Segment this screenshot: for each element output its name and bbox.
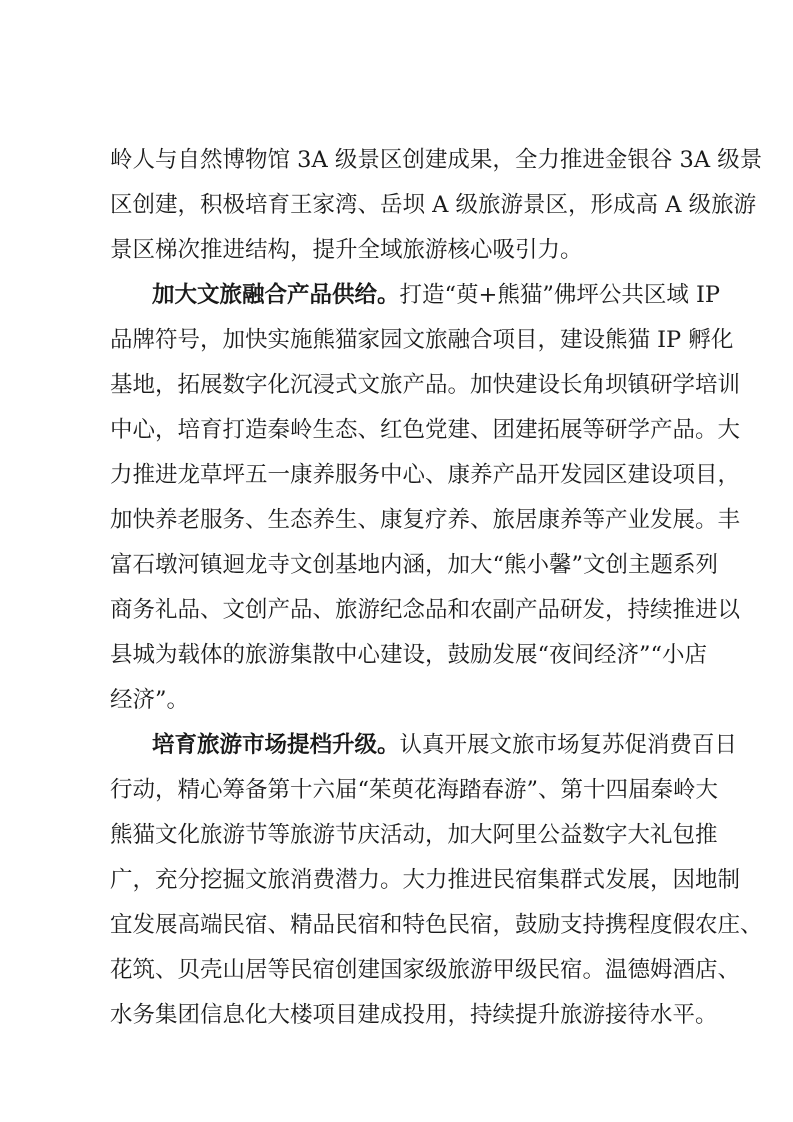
paragraph-line: 富石墩河镇迴龙寺文创基地内涵，加大“熊小馨”文创主题系列 bbox=[110, 552, 719, 578]
paragraph-line: 广，充分挖掘文旅消费潜力。大力推进民宿集群式发展，因地制 bbox=[110, 867, 741, 893]
paragraph-line: 景区梯次推进结构，提升全域旅游核心吸引力。 bbox=[110, 237, 583, 263]
paragraph-line: 行动，精心筹备第十六届“茱萸花海踏春游”、第十四届秦岭大 bbox=[110, 777, 719, 803]
paragraph-text: 认真开展文旅市场复苏促消费百日 bbox=[399, 732, 738, 758]
paragraph-text: 打造“萸+熊猫”佛坪公共区域 IP bbox=[399, 282, 721, 308]
paragraph-line: 中心，培育打造秦岭生态、红色党建、团建拓展等研学产品。大 bbox=[110, 417, 741, 443]
paragraph-line: 品牌符号，加快实施熊猫家园文旅融合项目，建设熊猫 IP 孵化 bbox=[110, 327, 734, 353]
paragraph-line: 基地，拓展数字化沉浸式文旅产品。加快建设长角坝镇研学培训 bbox=[110, 372, 741, 398]
paragraph-line: 区创建，积极培育王家湾、岳坝 A 级旅游景区，形成高 A 级旅游 bbox=[110, 192, 757, 218]
paragraph-line: 力推进龙草坪五一康养服务中心、康养产品开发园区建设项目， bbox=[110, 462, 741, 488]
paragraph-line: 水务集团信息化大楼项目建成投用，持续提升旅游接待水平。 bbox=[110, 1002, 718, 1028]
paragraph-line: 花筑、贝壳山居等民宿创建国家级旅游甲级民宿。温德姆酒店、 bbox=[110, 957, 741, 983]
paragraph-heading: 加大文旅融合产品供给。 bbox=[152, 282, 400, 308]
paragraph-line: 商务礼品、文创产品、旅游纪念品和农副产品研发，持续推进以 bbox=[110, 597, 741, 623]
paragraph-line: 宜发展高端民宿、精品民宿和特色民宿，鼓励支持携程度假农庄、 bbox=[110, 912, 763, 938]
paragraph-line: 县城为载体的旅游集散中心建设，鼓励发展“夜间经济”“小店 bbox=[110, 642, 708, 668]
paragraph-line: 加快养老服务、生态养生、康复疗养、旅居康养等产业发展。丰 bbox=[110, 507, 741, 533]
paragraph-first-line bbox=[152, 730, 738, 760]
paragraph-line: 经济”。 bbox=[110, 687, 190, 713]
paragraph-heading: 培育旅游市场提档升级。 bbox=[152, 732, 400, 758]
paragraph-line: 熊猫文化旅游节等旅游节庆活动，加大阿里公益数字大礼包推 bbox=[110, 822, 718, 848]
paragraph-first-line bbox=[152, 280, 721, 310]
paragraph-line: 岭人与自然博物馆 3A 级景区创建成果，全力推进金银谷 3A 级景 bbox=[110, 147, 763, 173]
